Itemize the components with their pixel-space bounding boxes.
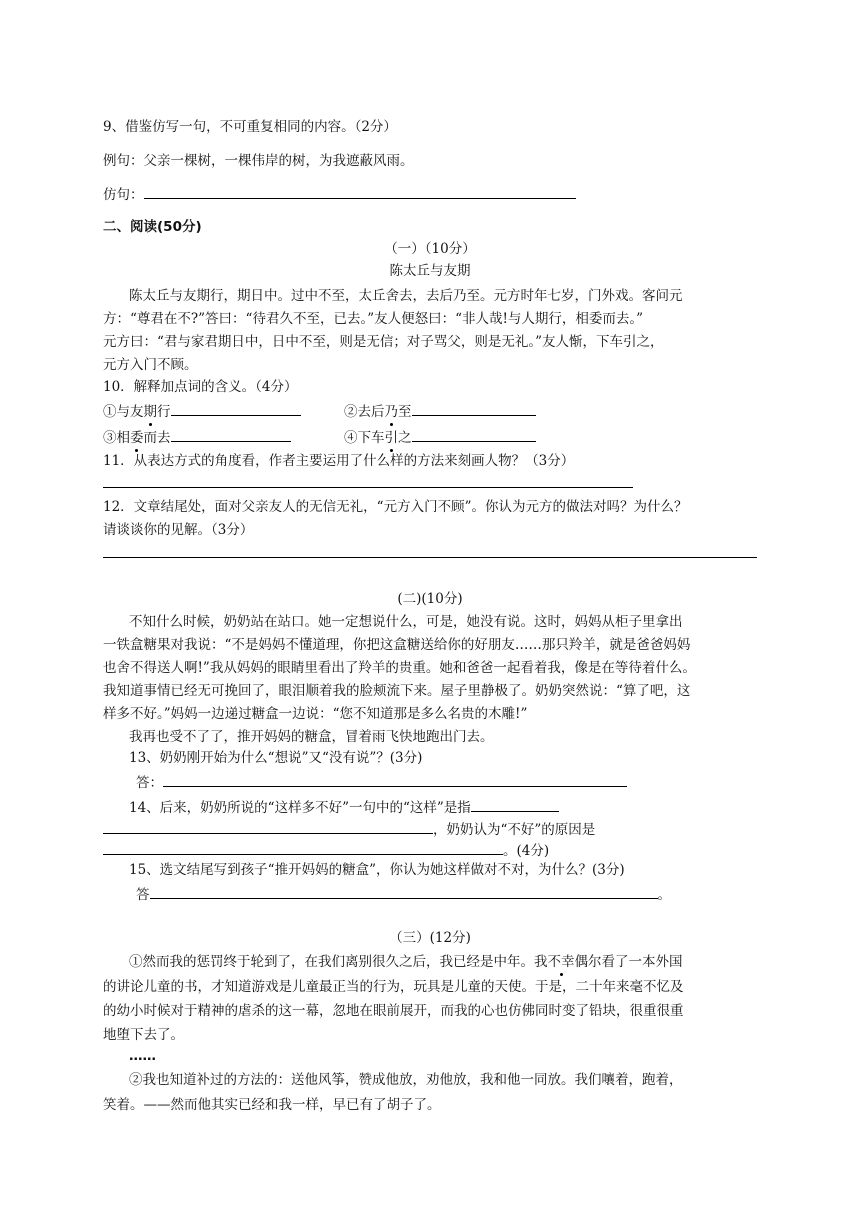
section-heading: 二、阅读(50分) [103, 219, 202, 235]
q10-blank[interactable] [171, 427, 291, 442]
passage3-line: 的幼小时候对于精神的虐杀的这一幕，忽地在眼前展开，而我的心也仿佛同时变了铅块，很重很重 [103, 1003, 684, 1019]
q13-answer-line: 答： [136, 772, 627, 792]
passage2-line: 样多不好。”妈妈一边递过糖盒一边说：“您不知道那是多么名贵的木雕!” [103, 706, 528, 722]
passage3-line: ②我也知道补过的方法的：送他风筝，赞成他放，劝他放，我和他一同放。我们嚷着，跑着， [129, 1072, 683, 1088]
passage3-header: （三）(12分) [389, 930, 471, 946]
passage2-line: 一铁盒糖果对我说：“不是妈妈不懂道理，你把这盒糖送给你的好朋友……那只羚羊，就是爸爸妈妈 [103, 637, 691, 653]
passage1-header: （一）（10分） [384, 241, 476, 257]
q10-item: ④下车引之 [344, 427, 536, 447]
passage1-line: 陈太丘与友期行，期日中。过中不至，太丘舍去，去后乃至。元方时年七岁，门外戏。客问元 [129, 288, 683, 304]
q10-blank[interactable] [412, 427, 536, 442]
passage3-line: 地堕下去了。 [103, 1027, 184, 1043]
passage3-line: 的讲论儿童的书，才知道游戏是儿童最正当的行为，玩具是儿童的天使。于是，二十年来毫不忆及 [103, 979, 684, 995]
passage1-line: 方：“尊君在不?”答曰：“待君久不至，已去。”友人便怒曰：“非人哉!与人期行，相委而去。” [103, 311, 644, 327]
q14-line-b: ，奶奶认为“不好”的原因是 [103, 819, 595, 839]
q14-blank[interactable] [103, 840, 503, 855]
q9-answer-blank[interactable] [144, 184, 576, 199]
passage1-title: 陈太丘与友期 [389, 263, 471, 279]
q9-example: 例句：父亲一棵树，一棵伟岸的树，为我遮蔽风雨。 [103, 153, 414, 169]
q14-blank[interactable] [471, 797, 559, 812]
q10-blank[interactable] [171, 401, 301, 416]
passage1-line: 元方曰：“君与家君期日中，日中不至，则是无信；对子骂父，则是无礼。”友人惭，下车引之， [103, 334, 664, 350]
q13-title: 13、奶奶刚开始为什么“想说”又“没有说”？(3分) [129, 750, 423, 766]
q14-line-c: 。(4分) [103, 840, 549, 860]
q9-answer-label: 仿句： [103, 187, 144, 203]
passage2-line: 我知道事情已经无可挽回了，眼泪顺着我的脸颊流下来。屋子里静极了。奶奶突然说：“算了吧，这 [103, 683, 691, 699]
q15-blank[interactable] [150, 884, 658, 899]
q12-answer-line[interactable] [103, 557, 757, 558]
q14-line-a: 14、后来，奶奶所说的“这样多不好”一句中的“这样”是指 [129, 797, 559, 817]
q10-item: ①与友期行 [103, 401, 301, 421]
q11-answer-line[interactable] [103, 487, 633, 488]
passage2-line: 也舍不得送人啊!”我从妈妈的眼睛里看出了羚羊的贵重。她和爸爸一起看着我，像是在等待着什么。 [103, 660, 696, 676]
q13-blank[interactable] [163, 772, 627, 787]
q15-answer-line: 答 。 [136, 884, 671, 904]
passage2-line: 不知什么时候，奶奶站在站口。她一定想说什么，可是，她没有说。这时，妈妈从柜子里拿出 [129, 614, 683, 630]
q12-line: 12．文章结尾处，面对父亲友人的无信无礼，“元方入门不顾”。你认为元方的做法对吗？为什么？ [103, 499, 688, 515]
passage3-line: 笑着。——然而他其实已经和我一样，早已有了胡子了。 [103, 1097, 441, 1113]
passage3-line: ①然而我的惩罚终于轮到了，在我们离别很久之后，我已经是中年。我不幸偶尔看了一本外国 [129, 954, 683, 970]
q15-title: 15、选文结尾写到孩子“推开妈妈的糖盒”，你认为她这样做对不对，为什么？(3分) [129, 862, 625, 878]
passage2-line: 我再也受不了了，推开妈妈的糖盒，冒着雨飞快地跑出门去。 [129, 729, 494, 745]
q9-answer-line [103, 184, 576, 204]
ellipsis: …… [129, 1048, 156, 1064]
q10-item: ③相委而去 [103, 427, 291, 447]
q9-title: 9、借鉴仿写一句，不可重复相同的内容。（2分） [103, 119, 397, 135]
q12-line: 请谈谈你的见解。（3分） [103, 522, 254, 538]
q10-blank[interactable] [412, 401, 536, 416]
q14-blank[interactable] [103, 819, 433, 834]
passage1-line: 元方入门不顾。 [103, 357, 198, 373]
q10-title: 10．解释加点词的含义。（4分） [103, 379, 298, 395]
q11-title: 11．从表达方式的角度看，作者主要运用了什么样的方法来刻画人物？（3分） [103, 453, 575, 469]
q10-item: ②去后乃至 [344, 401, 536, 421]
passage2-header: (二)(10分) [397, 591, 463, 607]
